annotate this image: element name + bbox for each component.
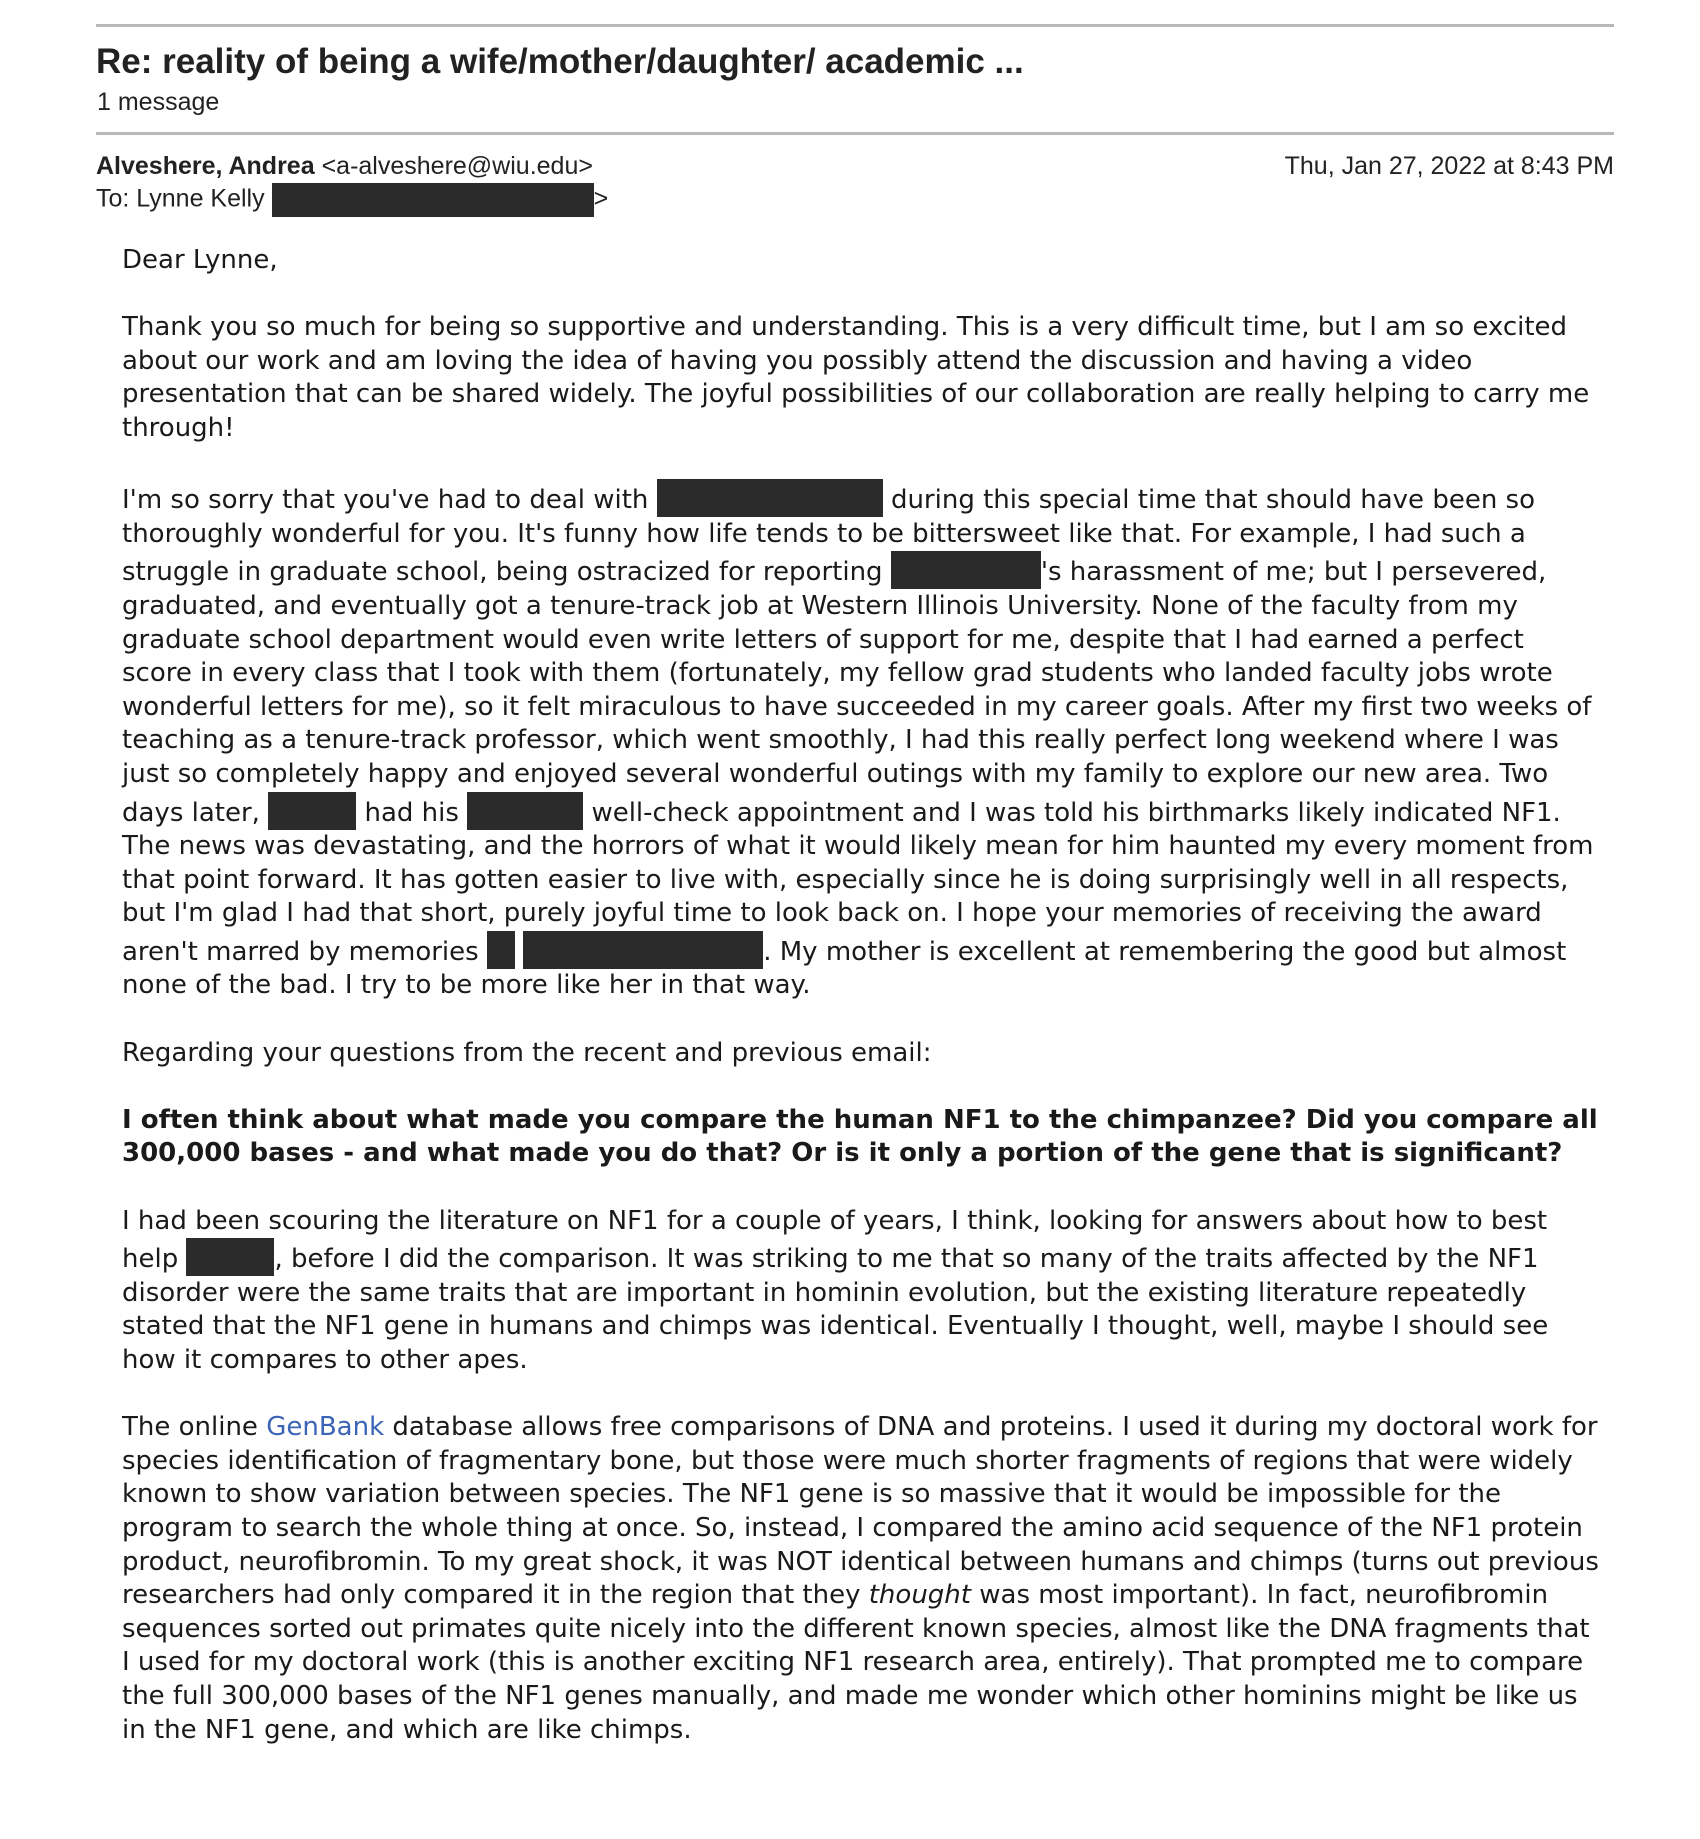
paragraph-3: Regarding your questions from the recent and previous email: xyxy=(122,1037,932,1068)
redaction xyxy=(523,931,763,969)
emphasis: thought xyxy=(868,1580,971,1611)
paragraph-4 xyxy=(122,1205,1600,1378)
recipient-name: To: Lynne Kelly xyxy=(96,184,265,213)
text-span: , before I did the comparison. It was striking to me that so many of the traits affected by the NF1 disorder were the same traits that are important in hominin evolution, but the existing literature repeatedly stated that the NF1 gene in humans and chimps was identical. Eventually I thought, well, maybe I should see how it compares to other apes. xyxy=(122,1244,1549,1375)
sent-date: Thu, Jan 27, 2022 at 8:43 PM xyxy=(1284,152,1614,180)
redaction xyxy=(657,479,883,517)
greeting: Dear Lynne, xyxy=(122,245,278,275)
redaction xyxy=(467,792,583,830)
text-span: . My mother is excellent at remembering the good but almost none of the bad. I try to be more like her in that way. xyxy=(122,936,1567,1001)
text-span: 's harassment of me; but I persevered, graduated, and eventually got a tenure-track job at Western Illinois University. None of the faculty from my graduate school department would even write letters of support for me, despite that I had earned a perfect score in every class that I took with them (fortunately, my fellow grad students who landed faculty jobs wrote wonderful letters for me), so it felt miraculous to have succeeded in my career goals. After my first two weeks of teaching as a tenure-track professor, which went smoothly, I had this really perfect long weekend where I was just so completely happy and enjoyed several wonderful outings with my family to explore our new area. Two days later, xyxy=(122,557,1592,828)
sender-name: Alveshere, Andrea xyxy=(96,152,315,180)
redaction xyxy=(268,792,356,830)
header-divider xyxy=(96,132,1614,135)
recipient-line xyxy=(96,183,608,217)
message-count: 1 message xyxy=(97,88,220,116)
redaction xyxy=(891,551,1041,589)
quoted-question: I often think about what made you compare the human NF1 to the chimpanzee? Did you compare all 300,000 bases - and what made you do that? Or is it only a portion of the gene that is significant? xyxy=(122,1104,1598,1169)
top-divider xyxy=(96,24,1614,27)
text-span: I'm so sorry that you've had to deal with xyxy=(122,485,649,516)
redacted-email xyxy=(272,183,594,217)
sender-line xyxy=(96,152,593,181)
text-span: I had been scouring the literature on NF1 for a couple of years, I think, looking for answers about how to best help xyxy=(122,1205,1548,1275)
text-span: database allows free comparisons of DNA and proteins. I used it during my doctoral work for species identification of fragmentary bone, but those were much shorter fragments of regions that were widely known to show variation between species. The NF1 gene is so massive that it would be impossible for the program to search the whole thing at once. So, instead, I compared the amino acid sequence of the NF1 protein product, neurofibromin. To my great shock, it was NOT identical between humans and chimps (turns out previous researchers had only compared it in the region that they xyxy=(122,1412,1599,1611)
text-span: was most important). In fact, neurofibromin sequences sorted out primates quite nicely into the different known species, almost like the DNA fragments that I used for my doctoral work (this is another exciting NF1 research area, entirely). That prompted me to compare the full 300,000 bases of the NF1 genes manually, and made me wonder which other hominins might be like us in the NF1 gene, and which are like chimps. xyxy=(122,1580,1590,1745)
text-span: well-check appointment and I was told his birthmarks likely indicated NF1. The news was devastating, and the horrors of what it would likely mean for him haunted my every moment from that point forward. It has gotten easier to live with, especially since he is doing surprisingly well in all respects, but I'm glad I had that short, purely joyful time to look back on. I hope your memories of receiving the award aren't marred by memories xyxy=(122,797,1594,967)
text-span: had his xyxy=(364,797,459,828)
text-span: The online xyxy=(122,1412,258,1443)
redaction xyxy=(487,931,515,969)
sender-email: <a-alveshere@wiu.edu> xyxy=(321,152,593,180)
text-span: during this special time that should have been so thoroughly wonderful for you. It's funny how life tends to be bittersweet like that. For example, I had such a struggle in graduate school, being ostracized for reporting xyxy=(122,485,1536,588)
genbank-link[interactable]: GenBank xyxy=(266,1412,385,1443)
paragraph-5 xyxy=(122,1411,1600,1747)
paragraph-2 xyxy=(122,479,1600,1003)
recipient-close: > xyxy=(593,184,609,213)
email-subject: Re: reality of being a wife/mother/daughter/ academic ... xyxy=(96,42,1024,81)
paragraph-1: Thank you so much for being so supportive and understanding. This is a very difficult time, but I am so excited about our work and am loving the idea of having you possibly attend the discussion and having a video presentation that can be shared widely. The joyful possibilities of our collaboration are really helping to carry me through! xyxy=(122,312,1590,443)
email-body xyxy=(122,244,1600,1781)
redaction xyxy=(186,1238,274,1276)
